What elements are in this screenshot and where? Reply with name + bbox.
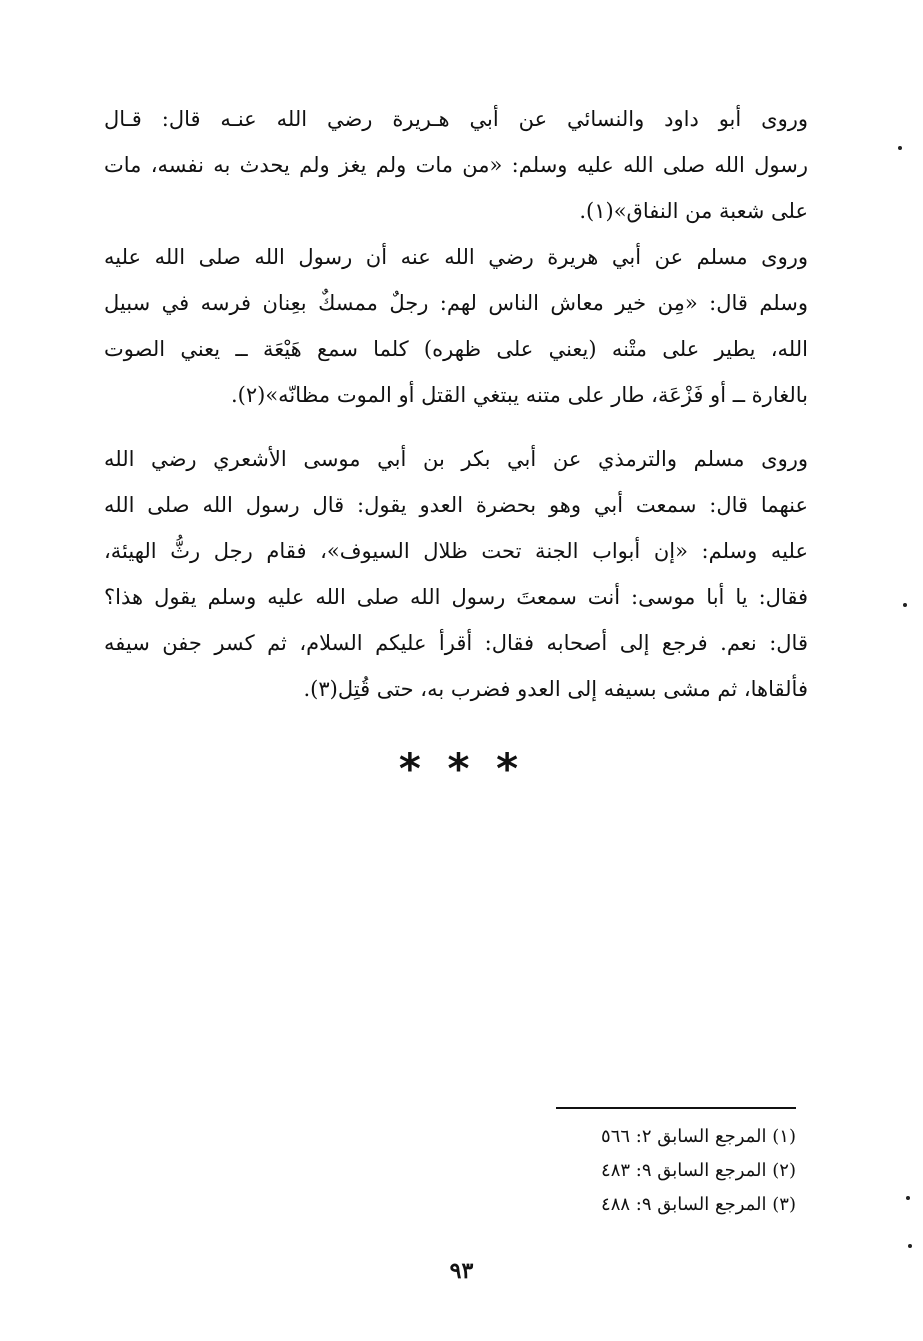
paragraph-3	[104, 436, 808, 712]
paragraph-1	[104, 96, 808, 234]
footnote-item: (٢) المرجع السابق ٩: ٤٨٣	[601, 1160, 796, 1181]
footnotes	[540, 1120, 796, 1222]
paragraph-line: وسلم قال: «مِن خير معاش الناس لهم: رجلٌ ممسكٌ بعِنان فرسه في سبيل	[104, 291, 808, 315]
scan-speck	[903, 603, 907, 607]
footnote-item: (٣) المرجع السابق ٩: ٤٨٨	[601, 1194, 796, 1215]
paragraph-line: عليه وسلم: «إن أبواب الجنة تحت ظلال السيوف»، فقام رجل رثُّ الهيئة،	[104, 539, 808, 563]
section-separator: * * *	[398, 744, 525, 793]
scan-speck	[908, 1244, 912, 1248]
paragraph-line: عنهما قال: سمعت أبي وهو بحضرة العدو يقول: قال رسول الله صلى الله	[104, 493, 808, 517]
footnote-item: (١) المرجع السابق ٢: ٥٦٦	[601, 1126, 796, 1147]
paragraph-line: قال: نعم. فرجع إلى أصحابه فقال: أقرأ عليكم السلام، ثم كسر جفن سيفه	[104, 631, 808, 655]
paragraph-line: وروى أبو داود والنسائي عن أبي هـريرة رضي الله عنـه قال: قـال	[104, 107, 808, 131]
paragraph-line: وروى مسلم والترمذي عن أبي بكر بن أبي موسى الأشعري رضي الله	[104, 447, 808, 471]
paragraph-line: وروى مسلم عن أبي هريرة رضي الله عنه أن رسول الله صلى الله عليه	[104, 245, 808, 269]
footnote-divider	[556, 1107, 796, 1109]
page-number: ٩٣	[449, 1258, 474, 1284]
scan-speck	[906, 1196, 910, 1200]
paragraph-line: رسول الله صلى الله عليه وسلم: «من مات ولم يغز ولم يحدث به نفسه، مات	[104, 153, 808, 177]
paragraph-line: على شعبة من النفاق»(١).	[579, 199, 808, 223]
paragraph-2	[104, 234, 808, 418]
scan-speck	[898, 146, 902, 150]
paragraph-line: فقال: يا أبا موسى: أنت سمعتَ رسول الله صلى الله عليه وسلم يقول هذا؟	[104, 585, 808, 609]
paragraph-line: الله، يطير على متْنه (يعني على ظهره) كلما سمع هَيْعَة ــ يعني الصوت	[104, 337, 808, 361]
paragraph-line: بالغارة ــ أو فَزْعَة، طار على متنه يبتغي القتل أو الموت مظانّه»(٢).	[230, 383, 808, 407]
paragraph-line: فألقاها، ثم مشى بسيفه إلى العدو فضرب به، حتى قُتِل(٣).	[303, 677, 808, 701]
